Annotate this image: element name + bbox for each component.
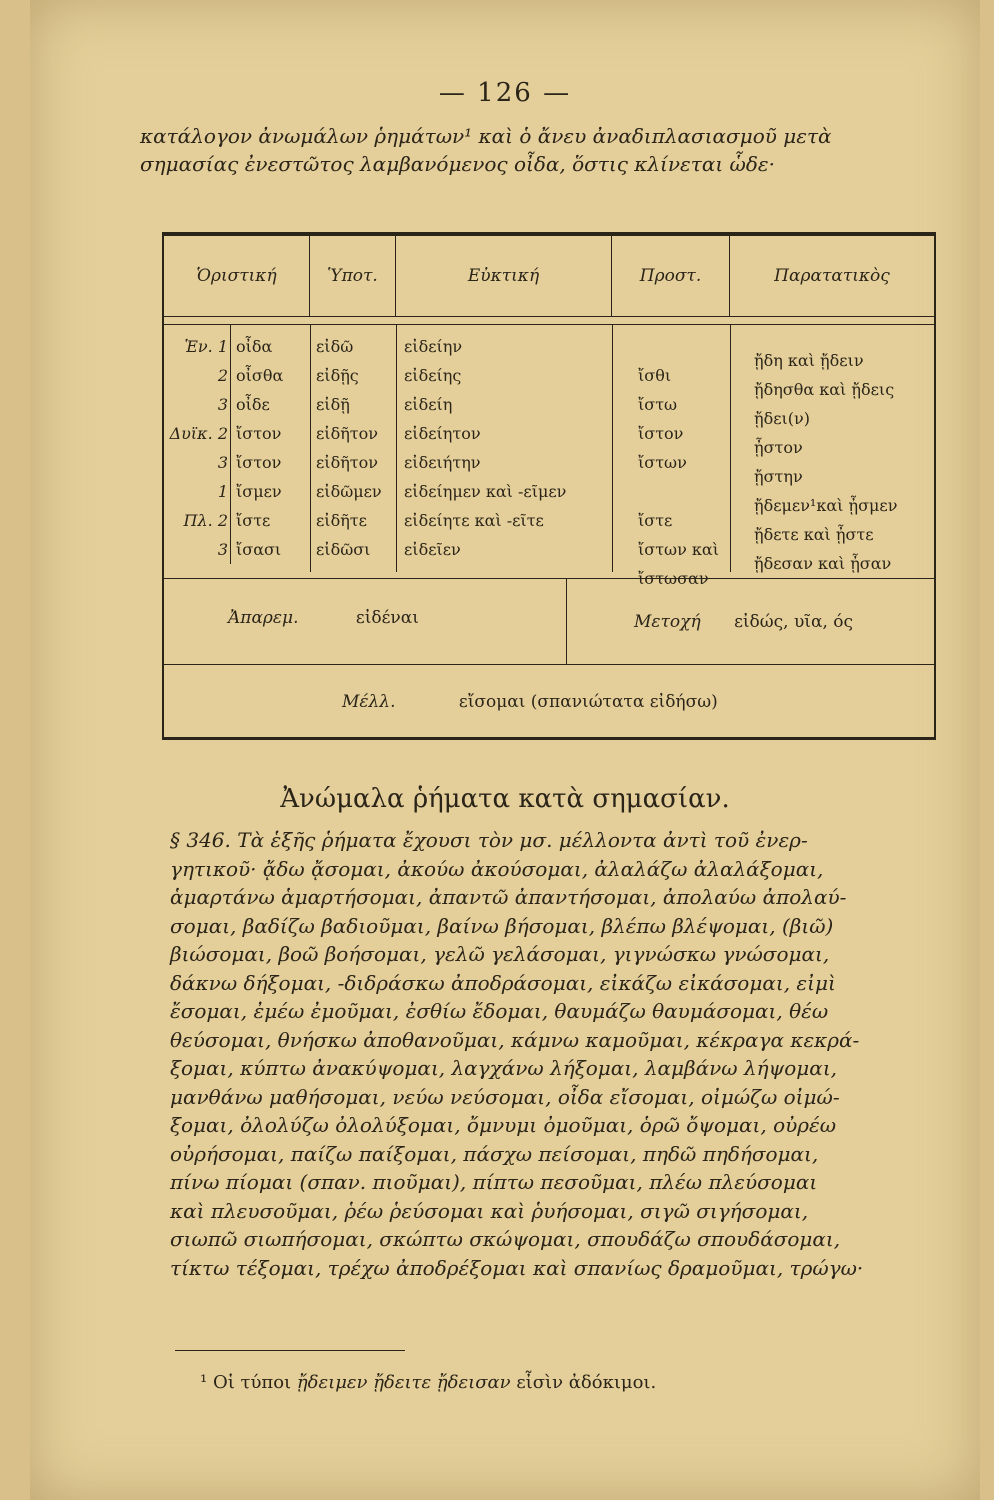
paratatikos-cell: ᾔδει(ν) — [754, 409, 810, 428]
body-line: ἁμαρτάνω ἁμαρτήσομαι, ἀπαντῶ ἀπαντήσομαι, ἀπολαύω ἀπολαύ- — [170, 885, 847, 909]
footnote-rule — [175, 1350, 405, 1351]
efktiki-cell: εἰδεῖεν — [404, 540, 461, 559]
paratatikos-cell: ᾔδεμεν¹καὶ ᾖσμεν — [754, 496, 898, 515]
aparemfato-row — [228, 608, 419, 628]
body-line: μανθάνω μαθήσομαι, νεύω νεύσομαι, οἶδα εἴσομαι, οἰμώζω οἰμώ- — [170, 1084, 840, 1109]
prostaktiki-cell: ἴστωσαν — [638, 569, 709, 588]
oristiki-cell: οἶσθα — [236, 366, 284, 385]
body-line: ἔσομαι, ἐμέω ἐμοῦμαι, ἐσθίω ἔδομαι, θαυμάζω θαυμάσομαι, θέω — [170, 999, 829, 1023]
oristiki-cell: οἶδε — [236, 395, 270, 414]
header-rule — [164, 316, 934, 317]
ypotaktiki-cell: εἰδῇς — [316, 366, 359, 385]
metochi-row — [634, 612, 853, 632]
efktiki-cell: εἰδειήτην — [404, 453, 481, 472]
efktiki-cell: εἰδείης — [404, 366, 462, 385]
section-rule — [164, 578, 934, 579]
ypotaktiki-cell: εἰδῆτον — [316, 453, 378, 472]
column-divider — [566, 578, 567, 664]
metochi-value: εἰδώς, υῖα, ός — [734, 612, 854, 632]
prostaktiki-cell: ἴστων — [638, 453, 687, 472]
header-rule — [164, 324, 934, 325]
paratatikos-cell: ᾔδετε καὶ ᾖστε — [754, 525, 874, 544]
body-line: βιώσομαι, βοῶ βοήσομαι, γελῶ γελάσομαι, γιγνώσκω γνώσομαι, — [170, 942, 830, 966]
ypotaktiki-cell: εἰδῇ — [316, 395, 350, 414]
ypotaktiki-cell: εἰδῶ — [316, 337, 354, 356]
body-line: δάκνω δήξομαι, -διδράσκω ἀποδράσομαι, εἰκάζω εἰκάσομαι, εἰμὶ — [170, 970, 836, 995]
mellon-value: εἴσομαι (σπανιώτατα εἰδήσω) — [458, 692, 718, 712]
header-paratatikos: Παρατατικὸς — [774, 266, 890, 286]
ypotaktiki-cell: εἰδῆτον — [316, 424, 378, 443]
efktiki-cell: εἰδείητε καὶ -εῖτε — [404, 511, 544, 530]
intro-line: σημασίας ἐνεστῶτος λαμβανόμενος οἶδα, ὅστις κλίνεται ὧδε· — [140, 152, 775, 176]
aparemfato-label: Ἀπαρεμ. — [228, 608, 299, 628]
oristiki-cell: ἴστον — [236, 424, 282, 443]
header-ypotaktiki: Ὑποτ. — [310, 236, 396, 316]
prostaktiki-cell: ἴσθι — [638, 366, 672, 385]
column-divider — [730, 324, 731, 572]
footnote — [200, 1372, 656, 1393]
body-line: § 346. Τὰ ἑξῆς ῥήματα ἔχουσι τὸν μσ. μέλλοντα ἀντὶ τοῦ ἐνερ- — [170, 828, 808, 852]
body-line: σιωπῶ σιωπήσομαι, σκώπτω σκώψομαι, σπουδάζω σπουδάσομαι, — [170, 1227, 841, 1251]
paratatikos-cell: ᾔδεσαν καὶ ᾖσαν — [754, 554, 892, 573]
body-line: ξομαι, ὀλολύζω ὀλολύξομαι, ὄμνυμι ὀμοῦμαι, ὁρῶ ὄψομαι, οὐρέω — [170, 1113, 837, 1137]
number-label: Πλ. 2 — [183, 511, 228, 530]
page-number: — 126 — — [438, 78, 572, 108]
mellon-label: Μέλλ. — [342, 692, 396, 712]
footnote-mark: ¹ — [200, 1372, 208, 1393]
paratatikos-cell: ᾖστον — [754, 438, 803, 457]
prostaktiki-cell: ἴστων καὶ — [638, 540, 719, 559]
ypotaktiki-cell: εἰδῶμεν — [316, 482, 382, 501]
oristiki-cell: ἴσμεν — [236, 482, 282, 501]
prostaktiki-column — [638, 361, 719, 593]
paratatikos-cell: ᾔδη καὶ ᾔδειν — [754, 351, 864, 370]
number-label: 3 — [217, 395, 228, 414]
number-label: 3 — [217, 540, 228, 559]
aparemfato-value: εἰδέναι — [355, 608, 419, 628]
header-oristiki: Ὁριστική — [164, 236, 310, 316]
section-rule — [164, 664, 934, 665]
number-label: 2 — [217, 366, 228, 385]
oristiki-column — [236, 332, 283, 564]
ypotaktiki-cell: εἰδῶσι — [316, 540, 371, 559]
prostaktiki-cell: ἴστον — [638, 424, 684, 443]
efktiki-column — [404, 332, 566, 564]
number-label: 3 — [217, 453, 228, 472]
intro-paragraph — [140, 122, 940, 178]
section-heading: Ἀνώμαλα ῥήματα κατὰ σημασίαν. — [280, 784, 730, 814]
footnote-post: εἶσὶν ἀδόκιμοι. — [516, 1372, 657, 1393]
efktiki-cell: εἰδείημεν καὶ -εῖμεν — [404, 482, 567, 501]
column-divider — [612, 324, 613, 572]
number-label: 1 — [217, 482, 228, 501]
footnote-forms: ᾔδειμεν ᾔδειτε ᾔδεισαν — [296, 1372, 511, 1393]
body-paragraph — [170, 826, 940, 1282]
body-line: γητικοῦ· ᾄδω ᾄσομαι, ἀκούω ἀκούσομαι, ἀλαλάζω ἀλαλάξομαι, — [170, 856, 824, 881]
body-line: πίνω πίομαι (σπαν. πιοῦμαι), πίπτω πεσοῦμαι, πλέω πλεύσομαι — [170, 1170, 818, 1194]
body-line: οὐρήσομαι, παίζω παίξομαι, πάσχω πείσομαι, πηδῶ πηδήσομαι, — [170, 1141, 819, 1166]
oristiki-cell: οἶδα — [236, 337, 273, 356]
number-label: Ἑν. 1 — [184, 337, 228, 356]
column-divider — [310, 324, 311, 572]
ypotaktiki-column — [316, 332, 382, 564]
oristiki-cell: ἴσασι — [236, 540, 282, 559]
body-line: ξομαι, κύπτω ἀνακύψομαι, λαγχάνω λήξομαι, λαμβάνω λήψομαι, — [170, 1056, 838, 1080]
paratatikos-column — [754, 346, 897, 578]
body-line: θεύσομαι, θνήσκω ἀποθανοῦμαι, κάμνω καμοῦμαι, κέκραγα κεκρά- — [170, 1027, 860, 1052]
conjugation-table — [162, 232, 936, 740]
header-prostaktiki: Προστ. — [612, 236, 730, 316]
body-line: σομαι, βαδίζω βαδιοῦμαι, βαίνω βήσομαι, βλέπω βλέψομαι, (βιῶ) — [170, 913, 834, 938]
column-divider — [230, 324, 231, 564]
header-efktiki: Εὐκτική — [396, 236, 612, 316]
paratatikos-cell: ᾔδησθα καὶ ᾔδεις — [754, 380, 895, 399]
oristiki-cell: ἴστον — [236, 453, 282, 472]
mellon-row — [342, 692, 718, 712]
oristiki-cell: ἴστε — [236, 511, 271, 530]
body-line: καὶ πλευσοῦμαι, ῥέω ῥεύσομαι καὶ ῥυήσομαι, σιγῶ σιγήσομαι, — [170, 1198, 809, 1223]
metochi-label: Μετοχή — [634, 612, 701, 632]
footnote-pre: Οἱ τύποι — [212, 1372, 292, 1393]
blank-cell — [638, 477, 719, 506]
number-labels — [168, 332, 228, 564]
prostaktiki-cell: ἴστω — [638, 395, 678, 414]
intro-line: κατάλογον ἀνωμάλων ῥημάτων¹ καὶ ὁ ἄνευ ἀναδιπλασιασμοῦ μετὰ — [140, 124, 832, 148]
ypotaktiki-cell: εἰδῆτε — [316, 511, 367, 530]
number-label: Δυϊκ. 2 — [169, 424, 228, 443]
efktiki-cell: εἰδείητον — [404, 424, 481, 443]
paratatikos-cell: ᾔστην — [754, 467, 803, 486]
prostaktiki-cell: ἴστε — [638, 511, 673, 530]
body-line: τίκτω τέξομαι, τρέχω ἀποδρέξομαι καὶ σπανίως δραμοῦμαι, τρώγω· — [170, 1255, 864, 1280]
efktiki-cell: εἰδείην — [404, 337, 463, 356]
column-divider — [396, 324, 397, 572]
book-page — [30, 0, 980, 1500]
efktiki-cell: εἰδείη — [404, 395, 453, 414]
